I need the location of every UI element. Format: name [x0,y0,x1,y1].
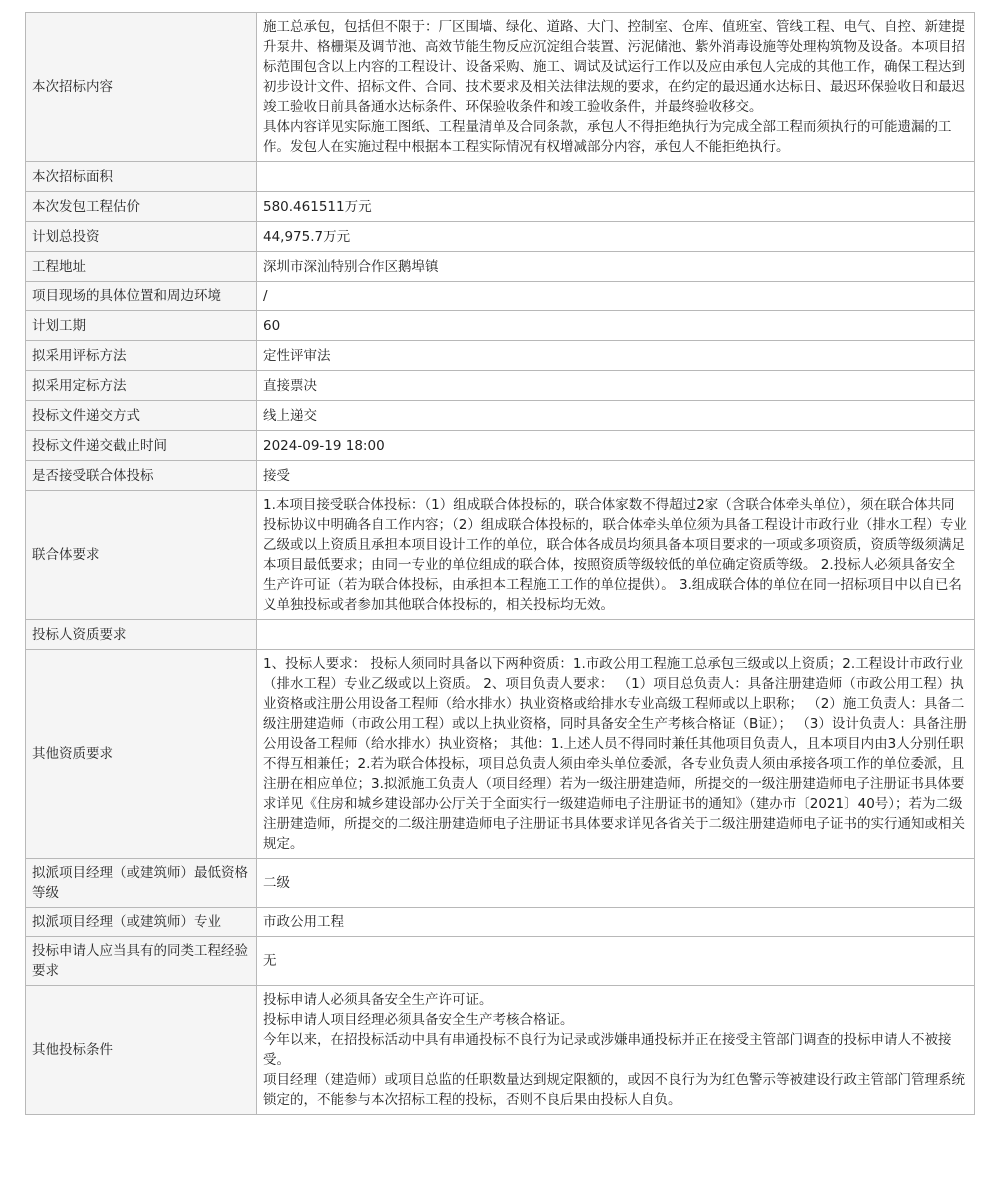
row-label: 联合体要求 [26,491,257,620]
table-row [26,282,975,311]
row-value [257,620,975,650]
row-label: 拟采用评标方法 [26,341,257,371]
table-row [26,859,975,908]
row-value [257,859,975,908]
table-row [26,986,975,1115]
row-label: 拟派项目经理（或建筑师）最低资格等级 [26,859,257,908]
row-value-paragraph: 接受 [263,467,290,484]
table-row [26,431,975,461]
row-value [257,650,975,859]
row-value [257,461,975,491]
row-value-paragraph: 1、投标人要求： 投标人须同时具备以下两种资质：1.市政公用工程施工总承包三级或以上资质；2.工程设计市政行业（排水工程）专业乙级或以上资质。 2、项目负责人要求： （1）项目总负责人：具备注册建造师（市政公用工程）执业资格或注册公用设备工程师（给水排水）执业资格或给排水专业高级工程师或以上职称； （2）施工负责人：具备二级注册建造师（市政公用工程）或以上执业资格，同时具备安全生产考核合格证（B证）； （3）设计负责人：具备注册公用设备工程师（给水排水）执业资格； 其他：1.上述人员不得同时兼任其他项目负责人，且本项目内由3人分别任职不得互相兼任；2.若为联合体投标，项目总负责人须由牵头单位委派，各专业负责人须由承接各项工作的单位委派，且注册在相应单位；3.拟派施工负责人（项目经理）若为一级注册建造师，所提交的一级注册建造师电子注册证书具体要求详见《住房和城乡建设部办公厅关于全面实行一级建造师电子注册证书的通知》（建办市〔2021〕40号）；若为二级注册建造师，所提交的二级注册建造师电子注册证书具体要求详见各省关于二级注册建造师电子证书的实行通知或相关规定。 [263,656,967,852]
row-value [257,431,975,461]
row-label: 投标人资质要求 [26,620,257,650]
row-label: 其他投标条件 [26,986,257,1115]
row-value [257,311,975,341]
row-label: 是否接受联合体投标 [26,461,257,491]
row-label: 拟派项目经理（或建筑师）专业 [26,908,257,937]
table-row [26,192,975,222]
info-table-container [25,12,975,1115]
table-row [26,620,975,650]
row-value [257,937,975,986]
row-value-paragraph: 580.461511万元 [263,198,372,215]
row-value [257,222,975,252]
row-value-paragraph: 市政公用工程 [263,914,344,930]
row-label: 计划总投资 [26,222,257,252]
table-row [26,908,975,937]
row-value-paragraph: 无 [263,953,277,969]
row-value [257,341,975,371]
row-value-paragraph: 深圳市深汕特别合作区鹅埠镇 [263,258,439,275]
row-value-paragraph: 投标申请人必须具备安全生产许可证。 [263,992,493,1008]
row-value-paragraph: 投标申请人项目经理必须具备安全生产考核合格证。 [263,1012,574,1028]
row-value-paragraph: 直接票决 [263,377,317,394]
row-value [257,13,975,162]
row-value-paragraph: 施工总承包，包括但不限于：厂区围墙、绿化、道路、大门、控制室、仓库、值班室、管线工程、电气、自控、新建提升泵井、格栅渠及调节池、高效节能生物反应沉淀组合装置、污泥储池、紫外消毒设施等处理构筑物及设备。本项目招标范围包含以上内容的工程设计、设备采购、施工、调试及试运行工作以及应由承包人完成的其他工作，确保工程达到初步设计文件、招标文件、合同、技术要求及相关法律法规的要求，在约定的最迟通水达标日、最迟环保验收日和最迟竣工验收日前具备通水达标条件、环保验收条件和竣工验收条件，并最终验收移交。 [263,19,965,115]
row-value-paragraph: 2024-09-19 18:00 [263,437,385,454]
row-value [257,401,975,431]
table-row [26,252,975,282]
row-label: 其他资质要求 [26,650,257,859]
row-label: 本次招标内容 [26,13,257,162]
row-value [257,491,975,620]
row-label: 计划工期 [26,311,257,341]
row-value-paragraph: 60 [263,317,281,334]
row-value-paragraph: 线上递交 [263,407,317,424]
table-row [26,491,975,620]
table-row [26,461,975,491]
row-value-paragraph: 今年以来，在招投标活动中具有串通投标不良行为记录或涉嫌串通投标并正在接受主管部门调查的投标申请人不被接受。 [263,1032,952,1068]
row-label: 投标申请人应当具有的同类工程经验要求 [26,937,257,986]
table-row [26,222,975,252]
table-row [26,311,975,341]
table-row [26,162,975,192]
table-row [26,341,975,371]
row-label: 本次发包工程估价 [26,192,257,222]
row-value [257,282,975,311]
row-value [257,252,975,282]
row-value [257,371,975,401]
row-value-paragraph: 1.本项目接受联合体投标：（1）组成联合体投标的，联合体家数不得超过2家（含联合体牵头单位），须在联合体共同投标协议中明确各自工作内容；（2）组成联合体投标的，联合体牵头单位须为具备工程设计市政行业（排水工程）专业乙级或以上资质且承担本项目设计工作的单位，联合体各成员均须具备本项目要求的一项或多项资质，资质等级须满足本项目最低要求；由同一专业的单位组成的联合体，按照资质等级较低的单位确定资质等级。 2.投标人必须具备安全生产许可证（若为联合体投标，由承担本工程施工工作的单位提供）。 3.组成联合体的单位在同一招标项目中以自已名义单独投标或者参加其他联合体投标的，相关投标均无效。 [263,497,967,613]
row-label: 本次招标面积 [26,162,257,192]
row-label: 投标文件递交截止时间 [26,431,257,461]
tender-info-table-body [26,13,975,1115]
row-value-paragraph: 项目经理（建造师）或项目总监的任职数量达到规定限额的，或因不良行为为红色警示等被建设行政主管部门管理系统锁定的，不能参与本次招标工程的投标，否则不良后果由投标人自负。 [263,1072,965,1108]
row-label: 拟采用定标方法 [26,371,257,401]
row-value [257,908,975,937]
row-value [257,192,975,222]
tender-info-table [25,12,975,1115]
row-value [257,162,975,192]
row-label: 投标文件递交方式 [26,401,257,431]
row-value-paragraph: 具体内容详见实际施工图纸、工程量清单及合同条款，承包人不得拒绝执行为完成全部工程而须执行的可能遗漏的工作。发包人在实施过程中根据本工程实际情况有权增减部分内容，承包人不能拒绝执行。 [263,119,952,155]
row-label: 工程地址 [26,252,257,282]
row-value-paragraph: 44,975.7万元 [263,228,351,245]
table-row [26,401,975,431]
row-value-paragraph: 二级 [263,875,290,891]
row-value-paragraph: / [263,288,268,304]
table-row [26,371,975,401]
table-row [26,650,975,859]
row-value-paragraph: 定性评审法 [263,347,331,364]
table-row [26,937,975,986]
row-value [257,986,975,1115]
row-label: 项目现场的具体位置和周边环境 [26,282,257,311]
table-row [26,13,975,162]
